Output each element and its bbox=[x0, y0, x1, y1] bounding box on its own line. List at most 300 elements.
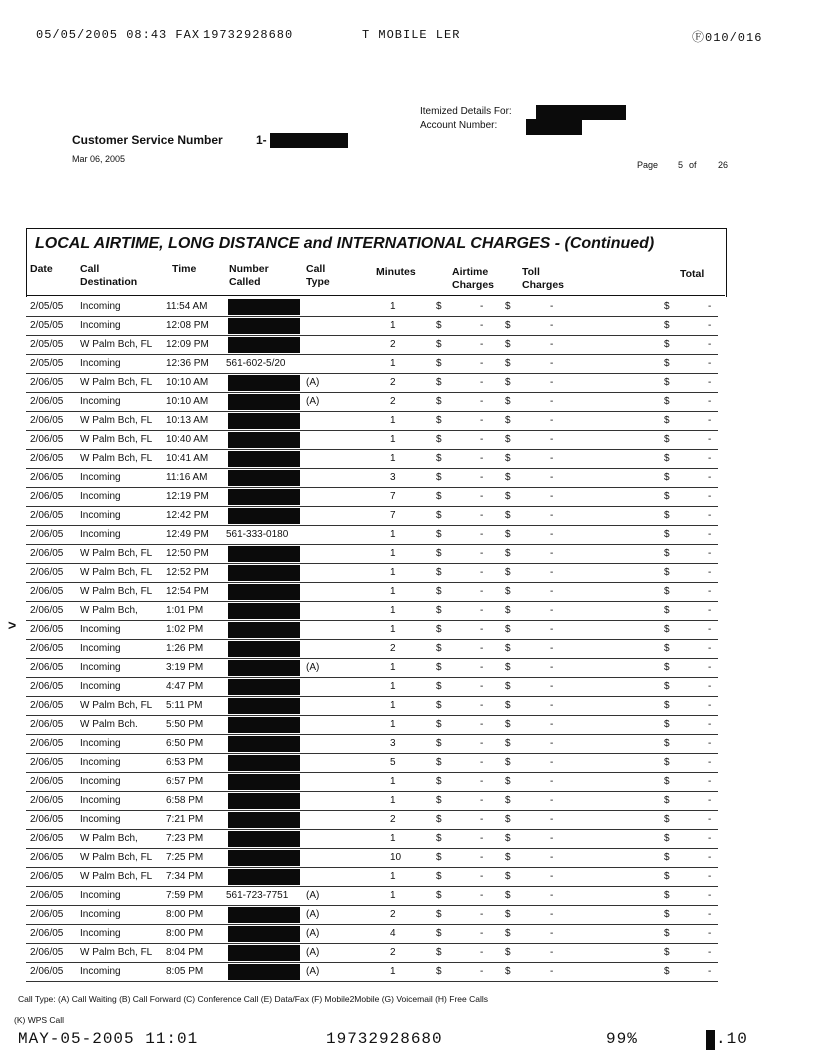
table-row bbox=[0, 526, 816, 545]
total-dash: - bbox=[708, 529, 712, 540]
fax-page: Ⓕ010/016 bbox=[692, 31, 763, 45]
redaction bbox=[526, 119, 582, 135]
airtime-dash: - bbox=[480, 928, 484, 939]
airtime-dollar: $ bbox=[436, 757, 442, 768]
cell-date: 2/06/05 bbox=[30, 415, 64, 426]
page-number: 5 bbox=[678, 160, 684, 170]
airtime-dollar: $ bbox=[436, 947, 442, 958]
cell-date: 2/06/05 bbox=[30, 947, 64, 958]
toll-dash: - bbox=[550, 814, 554, 825]
redaction bbox=[270, 133, 348, 148]
cell-minutes: 1 bbox=[390, 966, 396, 977]
total-dollar: $ bbox=[664, 301, 670, 312]
airtime-dollar: $ bbox=[436, 890, 442, 901]
total-dollar: $ bbox=[664, 586, 670, 597]
cell-minutes: 1 bbox=[390, 567, 396, 578]
total-dollar: $ bbox=[664, 852, 670, 863]
cell-minutes: 7 bbox=[390, 491, 396, 502]
marker-arrow: > bbox=[8, 617, 17, 633]
table-row bbox=[0, 716, 816, 735]
airtime-dash: - bbox=[480, 700, 484, 711]
airtime-dollar: $ bbox=[436, 434, 442, 445]
col-airtime: Airtime Charges bbox=[452, 266, 495, 291]
cell-date: 2/06/05 bbox=[30, 396, 64, 407]
redacted-number bbox=[228, 470, 300, 486]
cell-time: 6:57 PM bbox=[166, 776, 204, 787]
redacted-number bbox=[228, 831, 300, 847]
airtime-dollar: $ bbox=[436, 852, 442, 863]
cell-time: 5:50 PM bbox=[166, 719, 204, 730]
page-of: of bbox=[689, 160, 697, 170]
itemized-label: Itemized Details For: bbox=[420, 106, 512, 117]
cell-date: 2/06/05 bbox=[30, 890, 64, 901]
airtime-dollar: $ bbox=[436, 776, 442, 787]
cell-date: 2/06/05 bbox=[30, 548, 64, 559]
cell-destination: Incoming bbox=[80, 681, 121, 692]
cell-destination: W Palm Bch. bbox=[80, 719, 138, 730]
cell-number: 561-723-7751 bbox=[226, 890, 289, 901]
cell-minutes: 2 bbox=[390, 947, 396, 958]
cell-time: 10:40 AM bbox=[166, 434, 209, 445]
airtime-dash: - bbox=[480, 320, 484, 331]
table-row bbox=[0, 697, 816, 716]
toll-dash: - bbox=[550, 700, 554, 711]
toll-dollar: $ bbox=[505, 757, 511, 768]
airtime-dash: - bbox=[480, 472, 484, 483]
table-row bbox=[0, 830, 816, 849]
cell-date: 2/06/05 bbox=[30, 510, 64, 521]
table-row bbox=[0, 374, 816, 393]
table-row bbox=[0, 735, 816, 754]
total-dollar: $ bbox=[664, 966, 670, 977]
total-dollar: $ bbox=[664, 453, 670, 464]
airtime-dollar: $ bbox=[436, 548, 442, 559]
table-row bbox=[0, 298, 816, 317]
airtime-dollar: $ bbox=[436, 510, 442, 521]
total-dollar: $ bbox=[664, 415, 670, 426]
airtime-dollar: $ bbox=[436, 472, 442, 483]
toll-dash: - bbox=[550, 491, 554, 502]
airtime-dash: - bbox=[480, 605, 484, 616]
cell-minutes: 1 bbox=[390, 833, 396, 844]
table-row bbox=[0, 773, 816, 792]
total-dash: - bbox=[708, 795, 712, 806]
cell-date: 2/06/05 bbox=[30, 472, 64, 483]
toll-dollar: $ bbox=[505, 339, 511, 350]
redacted-number bbox=[228, 565, 300, 581]
toll-dash: - bbox=[550, 358, 554, 369]
total-dash: - bbox=[708, 909, 712, 920]
cell-time: 11:16 AM bbox=[166, 472, 208, 483]
toll-dash: - bbox=[550, 909, 554, 920]
airtime-dash: - bbox=[480, 567, 484, 578]
airtime-dash: - bbox=[480, 491, 484, 502]
cell-time: 12:08 PM bbox=[166, 320, 209, 331]
cell-time: 5:11 PM bbox=[166, 700, 203, 711]
cell-minutes: 1 bbox=[390, 624, 396, 635]
total-dollar: $ bbox=[664, 757, 670, 768]
table-row bbox=[0, 659, 816, 678]
cell-call-type: (A) bbox=[306, 947, 320, 958]
total-dash: - bbox=[708, 320, 712, 331]
cell-date: 2/06/05 bbox=[30, 719, 64, 730]
table-row bbox=[0, 469, 816, 488]
table-row bbox=[0, 507, 816, 526]
total-dash: - bbox=[708, 339, 712, 350]
airtime-dash: - bbox=[480, 833, 484, 844]
toll-dollar: $ bbox=[505, 662, 511, 673]
cell-time: 12:50 PM bbox=[166, 548, 209, 559]
cell-minutes: 1 bbox=[390, 776, 396, 787]
cell-time: 1:02 PM bbox=[166, 624, 204, 635]
cell-time: 7:21 PM bbox=[166, 814, 204, 825]
toll-dash: - bbox=[550, 567, 554, 578]
airtime-dash: - bbox=[480, 339, 484, 350]
total-dash: - bbox=[708, 757, 712, 768]
cell-destination: W Palm Bch, FL bbox=[80, 586, 153, 597]
cell-destination: Incoming bbox=[80, 510, 121, 521]
toll-dollar: $ bbox=[505, 871, 511, 882]
cell-destination: Incoming bbox=[80, 624, 121, 635]
total-dash: - bbox=[708, 890, 712, 901]
total-dash: - bbox=[708, 358, 712, 369]
toll-dollar: $ bbox=[505, 947, 511, 958]
redacted-number bbox=[228, 451, 300, 467]
airtime-dollar: $ bbox=[436, 662, 442, 673]
toll-dash: - bbox=[550, 472, 554, 483]
airtime-dash: - bbox=[480, 434, 484, 445]
table-row bbox=[0, 640, 816, 659]
cell-time: 8:00 PM bbox=[166, 928, 204, 939]
table-row bbox=[0, 868, 816, 887]
cell-number: 561-602-5/20 bbox=[226, 358, 286, 369]
airtime-dollar: $ bbox=[436, 738, 442, 749]
toll-dollar: $ bbox=[505, 586, 511, 597]
airtime-dash: - bbox=[480, 909, 484, 920]
toll-dash: - bbox=[550, 776, 554, 787]
airtime-dollar: $ bbox=[436, 928, 442, 939]
toll-dollar: $ bbox=[505, 320, 511, 331]
toll-dollar: $ bbox=[505, 453, 511, 464]
toll-dollar: $ bbox=[505, 529, 511, 540]
table-row bbox=[0, 621, 816, 640]
airtime-dollar: $ bbox=[436, 320, 442, 331]
cell-date: 2/06/05 bbox=[30, 434, 64, 445]
cell-minutes: 2 bbox=[390, 643, 396, 654]
airtime-dash: - bbox=[480, 548, 484, 559]
airtime-dash: - bbox=[480, 681, 484, 692]
total-dollar: $ bbox=[664, 472, 670, 483]
total-dollar: $ bbox=[664, 510, 670, 521]
cell-time: 12:09 PM bbox=[166, 339, 209, 350]
total-dollar: $ bbox=[664, 548, 670, 559]
cell-time: 12:36 PM bbox=[166, 358, 209, 369]
airtime-dollar: $ bbox=[436, 605, 442, 616]
cell-call-type: (A) bbox=[306, 396, 320, 407]
airtime-dollar: $ bbox=[436, 586, 442, 597]
col-number: Number Called bbox=[229, 263, 269, 288]
redacted-number bbox=[228, 698, 300, 714]
cell-time: 4:47 PM bbox=[166, 681, 204, 692]
toll-dollar: $ bbox=[505, 776, 511, 787]
table-row bbox=[0, 963, 816, 982]
toll-dollar: $ bbox=[505, 415, 511, 426]
toll-dollar: $ bbox=[505, 510, 511, 521]
page-total: 26 bbox=[718, 160, 729, 170]
cell-minutes: 3 bbox=[390, 738, 396, 749]
cell-minutes: 1 bbox=[390, 871, 396, 882]
total-dash: - bbox=[708, 852, 712, 863]
toll-dollar: $ bbox=[505, 643, 511, 654]
total-dash: - bbox=[708, 947, 712, 958]
toll-dash: - bbox=[550, 890, 554, 901]
total-dash: - bbox=[708, 966, 712, 977]
cell-date: 2/06/05 bbox=[30, 643, 64, 654]
total-dollar: $ bbox=[664, 605, 670, 616]
cell-minutes: 1 bbox=[390, 700, 396, 711]
airtime-dollar: $ bbox=[436, 567, 442, 578]
table-row bbox=[0, 754, 816, 773]
airtime-dollar: $ bbox=[436, 624, 442, 635]
cell-time: 10:41 AM bbox=[166, 453, 209, 464]
account-number-label: Account Number: bbox=[420, 120, 498, 131]
redacted-number bbox=[228, 432, 300, 448]
col-date: Date bbox=[30, 263, 53, 275]
table-row bbox=[0, 450, 816, 469]
cell-date: 2/06/05 bbox=[30, 966, 64, 977]
cell-destination: W Palm Bch, FL bbox=[80, 339, 153, 350]
table-row bbox=[0, 602, 816, 621]
airtime-dash: - bbox=[480, 396, 484, 407]
toll-dash: - bbox=[550, 681, 554, 692]
airtime-dash: - bbox=[480, 377, 484, 388]
toll-dash: - bbox=[550, 643, 554, 654]
cell-date: 2/06/05 bbox=[30, 833, 64, 844]
table-row bbox=[0, 925, 816, 944]
toll-dash: - bbox=[550, 757, 554, 768]
cell-time: 7:23 PM bbox=[166, 833, 204, 844]
cell-destination: W Palm Bch, FL bbox=[80, 567, 153, 578]
cell-minutes: 2 bbox=[390, 396, 396, 407]
redacted-number bbox=[228, 945, 300, 961]
cell-destination: Incoming bbox=[80, 738, 121, 749]
table-row bbox=[0, 887, 816, 906]
cell-minutes: 1 bbox=[390, 434, 396, 445]
redacted-number bbox=[228, 413, 300, 429]
cell-date: 2/06/05 bbox=[30, 757, 64, 768]
total-dollar: $ bbox=[664, 719, 670, 730]
redacted-number bbox=[228, 622, 300, 638]
toll-dash: - bbox=[550, 719, 554, 730]
total-dollar: $ bbox=[664, 358, 670, 369]
table-row bbox=[0, 488, 816, 507]
redacted-number bbox=[228, 337, 300, 353]
redaction bbox=[536, 105, 626, 120]
cell-destination: W Palm Bch, FL bbox=[80, 434, 153, 445]
redacted-number bbox=[228, 660, 300, 676]
cell-call-type: (A) bbox=[306, 966, 320, 977]
redacted-number bbox=[228, 964, 300, 980]
airtime-dash: - bbox=[480, 643, 484, 654]
total-dollar: $ bbox=[664, 491, 670, 502]
airtime-dash: - bbox=[480, 890, 484, 901]
toll-dash: - bbox=[550, 510, 554, 521]
airtime-dash: - bbox=[480, 662, 484, 673]
toll-dollar: $ bbox=[505, 928, 511, 939]
airtime-dash: - bbox=[480, 453, 484, 464]
total-dollar: $ bbox=[664, 320, 670, 331]
redacted-number bbox=[228, 926, 300, 942]
toll-dollar: $ bbox=[505, 377, 511, 388]
cell-destination: Incoming bbox=[80, 472, 121, 483]
cell-date: 2/06/05 bbox=[30, 586, 64, 597]
table-row bbox=[0, 792, 816, 811]
toll-dash: - bbox=[550, 301, 554, 312]
cell-date: 2/06/05 bbox=[30, 928, 64, 939]
toll-dollar: $ bbox=[505, 852, 511, 863]
toll-dollar: $ bbox=[505, 719, 511, 730]
cell-destination: W Palm Bch, FL bbox=[80, 377, 153, 388]
toll-dollar: $ bbox=[505, 491, 511, 502]
toll-dash: - bbox=[550, 966, 554, 977]
cell-date: 2/05/05 bbox=[30, 320, 64, 331]
cell-destination: W Palm Bch, FL bbox=[80, 415, 153, 426]
cell-destination: W Palm Bch, FL bbox=[80, 871, 153, 882]
csn-prefix: 1- bbox=[256, 133, 267, 147]
toll-dollar: $ bbox=[505, 548, 511, 559]
total-dash: - bbox=[708, 719, 712, 730]
cell-date: 2/06/05 bbox=[30, 871, 64, 882]
cell-minutes: 2 bbox=[390, 909, 396, 920]
toll-dollar: $ bbox=[505, 681, 511, 692]
total-dash: - bbox=[708, 624, 712, 635]
total-dollar: $ bbox=[664, 567, 670, 578]
total-dash: - bbox=[708, 510, 712, 521]
redacted-number bbox=[228, 869, 300, 885]
total-dash: - bbox=[708, 396, 712, 407]
row-rule bbox=[26, 981, 718, 982]
airtime-dollar: $ bbox=[436, 700, 442, 711]
cell-time: 10:10 AM bbox=[166, 377, 209, 388]
redacted-number bbox=[228, 394, 300, 410]
toll-dash: - bbox=[550, 529, 554, 540]
table-row bbox=[0, 564, 816, 583]
redacted-number bbox=[228, 679, 300, 695]
cell-destination: Incoming bbox=[80, 776, 121, 787]
toll-dash: - bbox=[550, 320, 554, 331]
footer-datetime: MAY-05-2005 11:01 bbox=[18, 1030, 199, 1048]
toll-dollar: $ bbox=[505, 909, 511, 920]
total-dash: - bbox=[708, 738, 712, 749]
airtime-dollar: $ bbox=[436, 358, 442, 369]
redacted-number bbox=[228, 717, 300, 733]
total-dash: - bbox=[708, 776, 712, 787]
table-row bbox=[0, 678, 816, 697]
redacted-number bbox=[228, 584, 300, 600]
total-dash: - bbox=[708, 928, 712, 939]
toll-dollar: $ bbox=[505, 890, 511, 901]
cell-destination: W Palm Bch, FL bbox=[80, 453, 153, 464]
cell-time: 8:05 PM bbox=[166, 966, 204, 977]
redacted-number bbox=[228, 508, 300, 524]
cell-minutes: 1 bbox=[390, 301, 396, 312]
page-label: Page bbox=[637, 160, 659, 170]
airtime-dash: - bbox=[480, 510, 484, 521]
cell-time: 7:34 PM bbox=[166, 871, 204, 882]
toll-dollar: $ bbox=[505, 472, 511, 483]
cell-time: 12:52 PM bbox=[166, 567, 209, 578]
redacted-number bbox=[228, 793, 300, 809]
cell-call-type: (A) bbox=[306, 662, 320, 673]
airtime-dollar: $ bbox=[436, 377, 442, 388]
table-row bbox=[0, 906, 816, 925]
airtime-dash: - bbox=[480, 852, 484, 863]
toll-dollar: $ bbox=[505, 814, 511, 825]
total-dollar: $ bbox=[664, 909, 670, 920]
toll-dollar: $ bbox=[505, 301, 511, 312]
total-dollar: $ bbox=[664, 434, 670, 445]
toll-dash: - bbox=[550, 662, 554, 673]
toll-dash: - bbox=[550, 377, 554, 388]
cell-destination: Incoming bbox=[80, 358, 121, 369]
cell-destination: Incoming bbox=[80, 662, 121, 673]
total-dash: - bbox=[708, 586, 712, 597]
col-time: Time bbox=[172, 263, 197, 275]
total-dash: - bbox=[708, 681, 712, 692]
airtime-dash: - bbox=[480, 358, 484, 369]
cell-date: 2/06/05 bbox=[30, 852, 64, 863]
cell-destination: Incoming bbox=[80, 301, 121, 312]
total-dollar: $ bbox=[664, 643, 670, 654]
toll-dollar: $ bbox=[505, 738, 511, 749]
cell-date: 2/05/05 bbox=[30, 358, 64, 369]
total-dash: - bbox=[708, 434, 712, 445]
cell-date: 2/06/05 bbox=[30, 700, 64, 711]
redacted-number bbox=[228, 489, 300, 505]
redacted-number bbox=[228, 603, 300, 619]
cell-number: 561-333-0180 bbox=[226, 529, 289, 540]
total-dollar: $ bbox=[664, 814, 670, 825]
toll-dash: - bbox=[550, 947, 554, 958]
table-row bbox=[0, 355, 816, 374]
cell-date: 2/06/05 bbox=[30, 491, 64, 502]
cell-time: 12:19 PM bbox=[166, 491, 209, 502]
cell-minutes: 1 bbox=[390, 605, 396, 616]
toll-dash: - bbox=[550, 605, 554, 616]
airtime-dollar: $ bbox=[436, 833, 442, 844]
cell-time: 8:00 PM bbox=[166, 909, 204, 920]
cell-date: 2/06/05 bbox=[30, 624, 64, 635]
csn-label: Customer Service Number bbox=[72, 133, 223, 147]
call-type-legend-k: (K) WPS Call bbox=[14, 1015, 65, 1025]
cell-date: 2/06/05 bbox=[30, 681, 64, 692]
redacted-number bbox=[228, 736, 300, 752]
table-row bbox=[0, 583, 816, 602]
airtime-dash: - bbox=[480, 415, 484, 426]
table-row bbox=[0, 317, 816, 336]
table-title: LOCAL AIRTIME, LONG DISTANCE and INTERNATIONAL CHARGES - (Continued) bbox=[35, 235, 655, 252]
cell-call-type: (A) bbox=[306, 928, 320, 939]
statement-date: Mar 06, 2005 bbox=[72, 154, 126, 164]
toll-dash: - bbox=[550, 871, 554, 882]
table-row bbox=[0, 944, 816, 963]
total-dollar: $ bbox=[664, 377, 670, 388]
toll-dash: - bbox=[550, 586, 554, 597]
total-dash: - bbox=[708, 605, 712, 616]
airtime-dash: - bbox=[480, 871, 484, 882]
table-row bbox=[0, 412, 816, 431]
toll-dollar: $ bbox=[505, 396, 511, 407]
